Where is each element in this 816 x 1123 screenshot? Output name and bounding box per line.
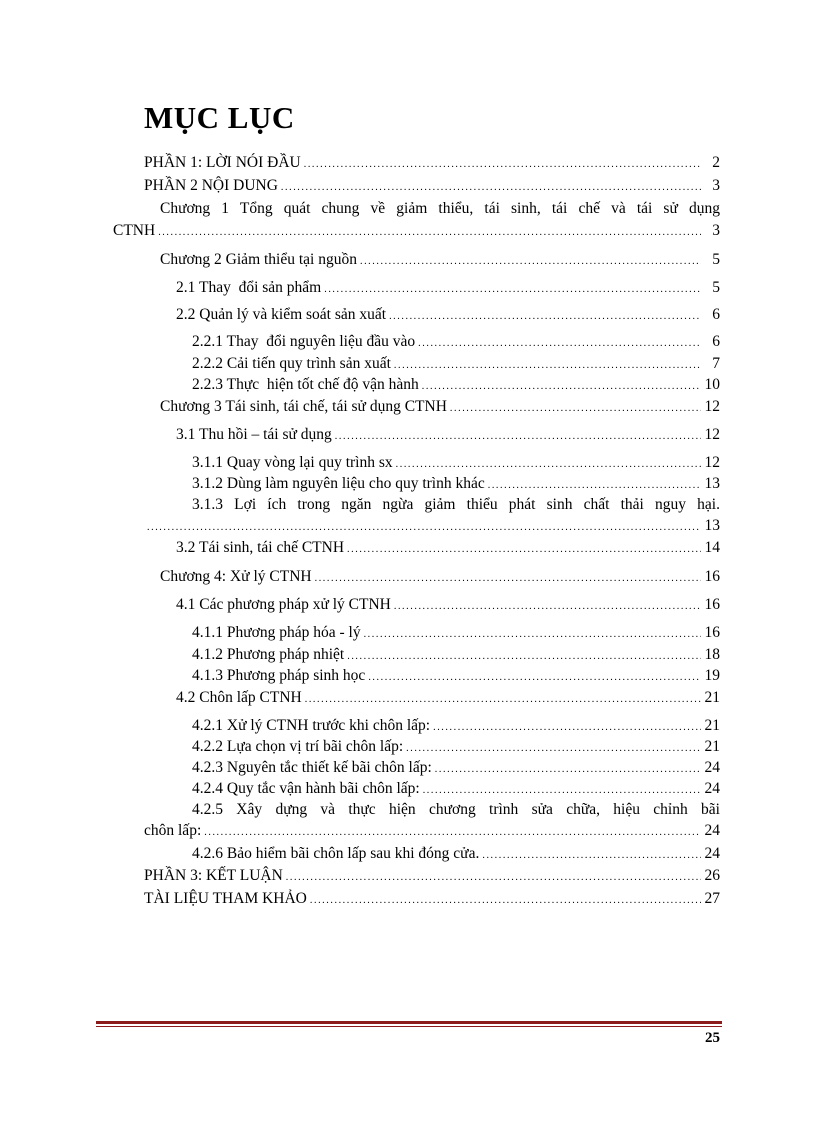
toc-entry-page: 24 <box>704 780 720 797</box>
dot-leader <box>418 334 701 354</box>
dot-leader <box>435 760 701 780</box>
dot-leader <box>389 307 701 327</box>
toc-entry-page: 3 <box>712 177 720 194</box>
dot-leader <box>422 377 701 397</box>
toc-entry[interactable] <box>160 567 720 587</box>
toc-entry-label: PHẦN 2 NỘI DUNG <box>144 177 278 194</box>
dot-leader <box>360 252 701 272</box>
toc-entry-label: 3.1 Thu hồi – tái sử dụng <box>176 426 332 443</box>
toc-entry-page: 19 <box>704 667 720 684</box>
toc-entry-label: 4.2.4 Quy tắc vận hành bãi chôn lấp: <box>192 780 420 797</box>
toc-entry-label: CTNH <box>113 222 156 239</box>
toc-entry-page: 7 <box>712 355 720 372</box>
toc-entry-label: 2.2.1 Thay đổi nguyên liệu đầu vào <box>192 333 416 350</box>
dot-leader <box>396 455 701 475</box>
toc-entry[interactable] <box>192 737 720 757</box>
toc-entry-label: 2.2 Quản lý và kiểm soát sản xuất <box>176 306 387 323</box>
toc-entry[interactable] <box>144 153 720 173</box>
toc-entry[interactable] <box>176 425 720 445</box>
dot-leader <box>310 891 701 911</box>
toc-entry-page: 26 <box>704 867 720 884</box>
toc-entry-page: 14 <box>704 539 720 556</box>
toc-entry-label: PHẦN 1: LỜI NÓI ĐẦU <box>144 154 301 171</box>
toc-entry[interactable] <box>176 278 720 298</box>
toc-entry-label: 2.1 Thay đổi sản phẩm <box>176 279 322 296</box>
toc-entry-page: 6 <box>712 306 720 323</box>
toc-entry-label: PHẦN 3: KẾT LUẬN <box>144 867 283 884</box>
toc-entry-label: 4.2.6 Bảo hiểm bãi chôn lấp sau khi đóng cửa. <box>192 845 480 862</box>
dot-leader <box>347 647 701 667</box>
toc-entry-label: 3.1.2 Dùng làm nguyên liệu cho quy trình khác <box>192 475 485 492</box>
footer-page-number: 25 <box>705 1030 720 1046</box>
toc-entry[interactable] <box>192 474 720 494</box>
dot-leader <box>304 155 701 175</box>
toc-entry-page: 12 <box>704 454 720 471</box>
toc-entry[interactable] <box>160 250 720 270</box>
toc-entry[interactable] <box>160 397 720 417</box>
toc-entry[interactable] <box>192 666 720 686</box>
toc-entry-label: 4.2.2 Lựa chọn vị trí bãi chôn lấp: <box>192 738 404 755</box>
toc-entry-page: 5 <box>712 251 720 268</box>
toc-entry-page: 16 <box>704 568 720 585</box>
toc-entry[interactable] <box>176 688 720 708</box>
dot-leader <box>315 569 701 589</box>
toc-entry-page: 21 <box>704 738 720 755</box>
dot-leader <box>335 427 701 447</box>
dot-leader <box>394 597 701 617</box>
toc-entry-page: 16 <box>704 596 720 613</box>
dot-leader <box>368 668 701 688</box>
toc-entry[interactable] <box>192 354 720 374</box>
toc-entry-label: TÀI LIỆU THAM KHẢO <box>144 890 307 907</box>
dot-leader <box>305 690 701 710</box>
toc-entry-label: 2.2.2 Cải tiến quy trình sản xuất <box>192 355 391 372</box>
toc-entry-label: Chương 2 Giảm thiểu tại nguồn <box>160 251 357 268</box>
toc-entry[interactable] <box>192 844 720 864</box>
dot-leader <box>433 718 701 738</box>
dot-leader <box>204 823 701 843</box>
toc-entry-page: 27 <box>704 890 720 907</box>
toc-entry-page: 2 <box>712 154 720 171</box>
toc-entry-page: 6 <box>712 333 720 350</box>
toc-entry[interactable] <box>192 779 720 799</box>
dot-leader <box>347 540 701 560</box>
toc-entry-page: 16 <box>704 624 720 641</box>
toc-entry-page: 13 <box>704 517 720 534</box>
dot-leader <box>364 625 701 645</box>
toc-entry-label: 3.2 Tái sinh, tái chế CTNH <box>176 539 345 556</box>
dot-leader <box>286 868 701 888</box>
toc-entry-label: 4.1.2 Phương pháp nhiệt <box>192 646 345 663</box>
toc-entry[interactable] <box>176 538 720 558</box>
toc-entry[interactable] <box>192 453 720 473</box>
dot-leader <box>158 223 701 243</box>
dot-leader <box>450 399 701 419</box>
toc-entry[interactable] <box>144 821 720 841</box>
toc-entry-label: 2.2.3 Thực hiện tốt chế độ vận hành <box>192 376 419 393</box>
toc-entry-page: 10 <box>704 376 720 393</box>
toc-entry-label: 4.1.1 Phương pháp hóa - lý <box>192 624 361 641</box>
toc-entry[interactable] <box>192 758 720 778</box>
toc-entry-page: 24 <box>704 822 720 839</box>
toc-entry-line1[interactable]: 4.2.5 Xây dựng và thực hiện chương trình sửa chữa, hiệu chỉnh bãi <box>192 801 720 818</box>
toc-entry-label: 4.2.1 Xử lý CTNH trước khi chôn lấp: <box>192 717 431 734</box>
toc-entry[interactable] <box>144 889 720 909</box>
toc-entry[interactable] <box>144 516 720 536</box>
toc-entry-page: 21 <box>704 717 720 734</box>
toc-entry-label: 4.1.3 Phương pháp sinh học <box>192 667 366 684</box>
dot-leader <box>406 739 701 759</box>
toc-entry-label: 4.2.3 Nguyên tắc thiết kế bãi chôn lấp: <box>192 759 432 776</box>
toc-entry-line1[interactable]: Chương 1 Tổng quát chung về giảm thiểu, tái sinh, tái chế và tái sử dụng <box>160 200 720 217</box>
toc-entry[interactable] <box>113 221 720 241</box>
dot-leader <box>394 356 701 376</box>
toc-entry-label: 4.2 Chôn lấp CTNH <box>176 689 302 706</box>
toc-entry-label: Chương 3 Tái sinh, tái chế, tái sử dụng CTNH <box>160 398 447 415</box>
toc-entry-label: 3.1.1 Quay vòng lại quy trình sx <box>192 454 393 471</box>
toc-entry-page: 24 <box>704 759 720 776</box>
toc-entry-page: 3 <box>712 222 720 239</box>
toc-entry[interactable] <box>176 595 720 615</box>
dot-leader <box>281 178 701 198</box>
toc-entry[interactable] <box>176 305 720 325</box>
dot-leader <box>423 781 701 801</box>
dot-leader <box>324 280 701 300</box>
toc-entry[interactable] <box>192 645 720 665</box>
toc-entry-label: 4.1 Các phương pháp xử lý CTNH <box>176 596 391 613</box>
toc-entry[interactable] <box>192 716 720 736</box>
toc-entry-label: chôn lấp: <box>144 822 202 839</box>
toc-entry[interactable] <box>192 332 720 352</box>
page-title: MỤC LỤC <box>144 100 295 135</box>
toc-entry[interactable] <box>144 176 720 196</box>
toc-entry-label: Chương 4: Xử lý CTNH <box>160 568 312 585</box>
toc-entry[interactable] <box>192 375 720 395</box>
dot-leader <box>482 846 701 866</box>
toc-entry-page: 24 <box>704 845 720 862</box>
dot-leader <box>488 476 701 496</box>
dot-leader <box>147 518 701 538</box>
footer-rule-thin <box>96 1026 722 1027</box>
toc-entry-page: 21 <box>704 689 720 706</box>
toc-entry-page: 12 <box>704 398 720 415</box>
toc-entry-page: 5 <box>712 279 720 296</box>
toc-entry[interactable] <box>192 623 720 643</box>
toc-entry-page: 12 <box>704 426 720 443</box>
toc-entry-page: 13 <box>704 475 720 492</box>
toc-entry-page: 18 <box>704 646 720 663</box>
footer-rule <box>96 1021 722 1024</box>
toc-entry-line1[interactable]: 3.1.3 Lợi ích trong ngăn ngừa giảm thiểu phát sinh chất thải nguy hại. <box>192 496 720 513</box>
toc-entry[interactable] <box>144 866 720 886</box>
